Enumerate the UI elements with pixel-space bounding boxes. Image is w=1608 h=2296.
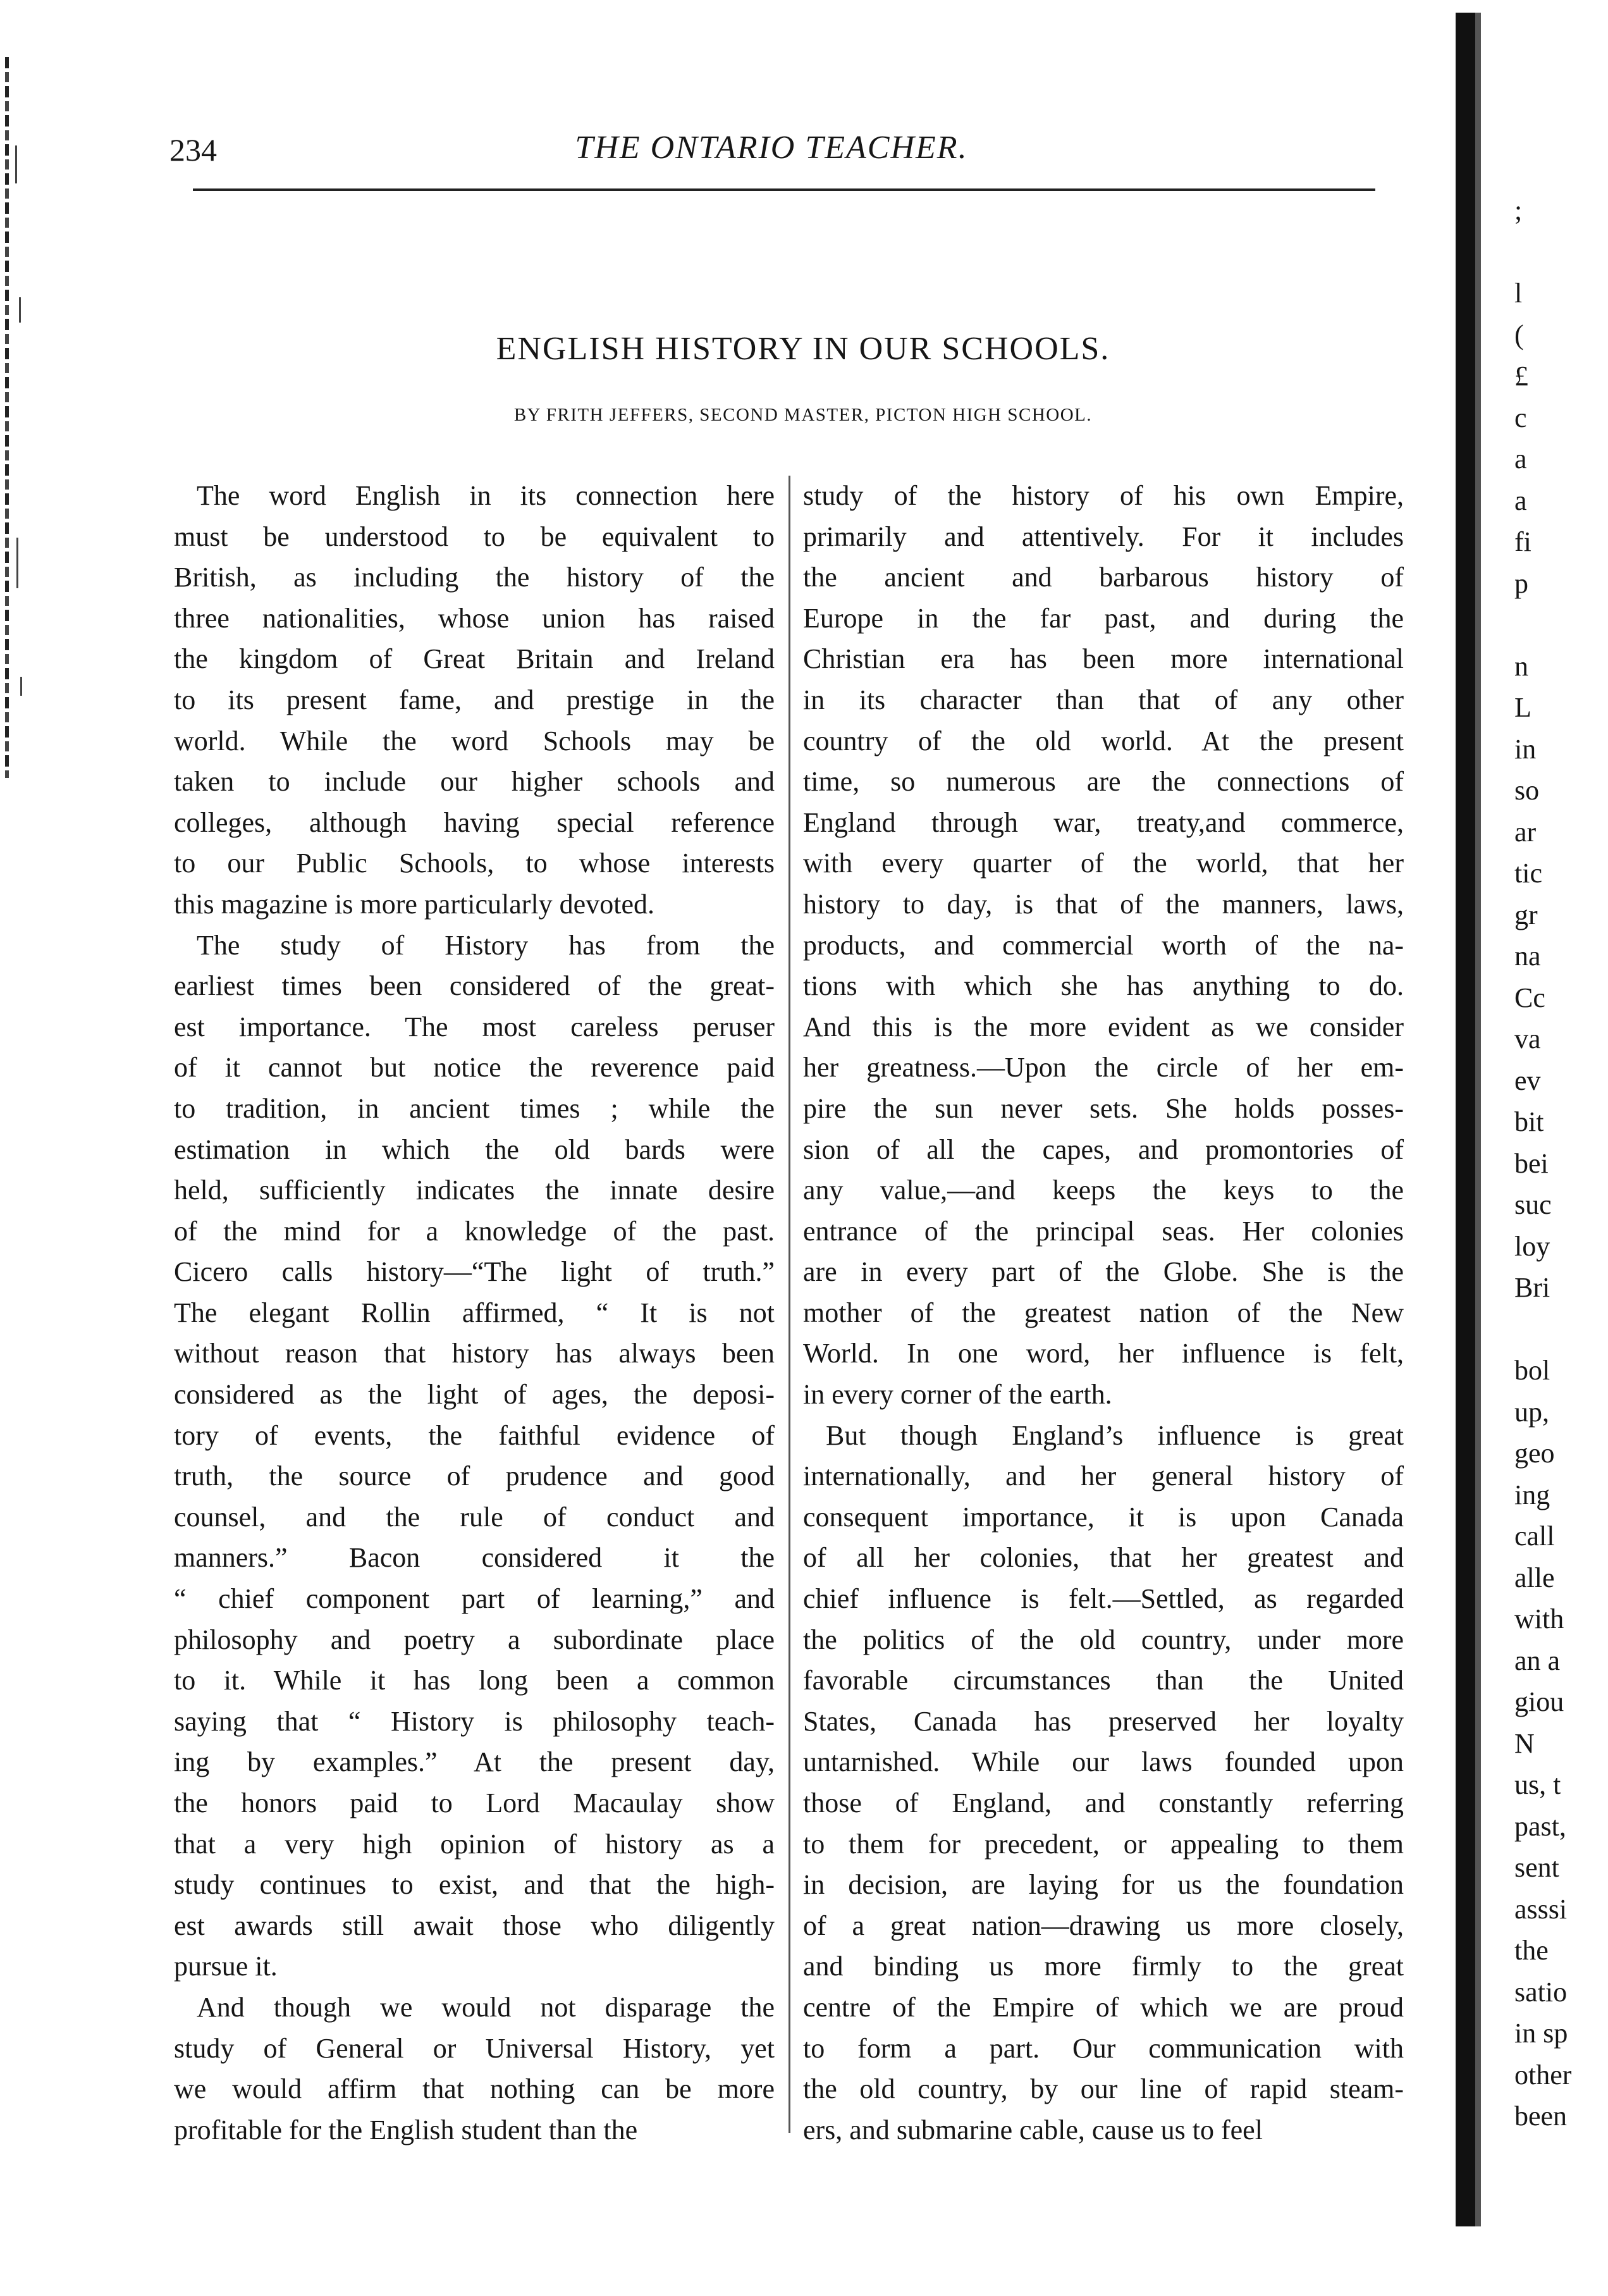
- text-line: of the mind for a knowledge of the past.: [174, 1215, 775, 1247]
- text-line: The study of History has from the: [197, 929, 775, 961]
- fragment-line: the: [1514, 1935, 1549, 1966]
- text-line: in decision, are laying for us the foundation: [803, 1869, 1404, 1901]
- text-line: those of England, and constantly referring: [803, 1787, 1404, 1818]
- text-line: to form a part. Our communication with: [803, 2032, 1404, 2064]
- fragment-line: bol: [1514, 1355, 1550, 1386]
- column-divider: [789, 476, 790, 2133]
- left-binding-edge: [0, 57, 25, 778]
- text-line: England through war, treaty,and commerce,: [803, 806, 1404, 838]
- scan-shadow: [1456, 13, 1481, 2226]
- fragment-line: us, t: [1514, 1769, 1561, 1800]
- text-line: held, sufficiently indicates the innate desire: [174, 1175, 775, 1206]
- fragment-line: [1514, 1309, 1608, 1350]
- text-line: world. While the word Schools may be: [174, 725, 775, 756]
- text-line: estimation in which the old bards were: [174, 1133, 775, 1165]
- text-line: saying that “ History is philosophy teach-: [174, 1705, 775, 1737]
- text-line: and binding us more firmly to the great: [803, 1951, 1404, 1982]
- text-line: tory of events, the faithful evidence of: [174, 1419, 775, 1451]
- fragment-line: an a: [1514, 1645, 1561, 1676]
- text-line: we would affirm that nothing can be more: [174, 2073, 775, 2105]
- text-line: study of General or Universal History, yet: [174, 2032, 775, 2064]
- text-line: without reason that history has always been: [174, 1338, 775, 1369]
- fragment-line: tic: [1514, 858, 1542, 889]
- text-line: the politics of the old country, under more: [803, 1624, 1404, 1655]
- fragment-line: Cc: [1514, 982, 1545, 1013]
- text-line: entrance of the principal seas. Her colonies: [803, 1215, 1404, 1247]
- article-title: ENGLISH HISTORY IN OUR SCHOOLS.: [496, 331, 1110, 367]
- fragment-line: been: [1514, 2101, 1568, 2132]
- fragment-line: satio: [1514, 1976, 1568, 2008]
- text-line: study of the history of his own Empire,: [803, 480, 1404, 511]
- text-line: products, and commercial worth of the na-: [803, 929, 1404, 961]
- text-line: The word English in its connection here: [197, 480, 775, 511]
- text-line: earliest times been considered of the great-: [174, 970, 775, 1002]
- text-line: chief influence is felt.—Settled, as regarded: [803, 1583, 1404, 1615]
- text-line: taken to include our higher schools and: [174, 766, 775, 798]
- fragment-line: in: [1514, 733, 1537, 765]
- text-line: British, as including the history of the: [174, 562, 775, 593]
- fragment-line: [1514, 231, 1608, 273]
- fragment-line: geo: [1514, 1438, 1555, 1469]
- text-line: truth, the source of prudence and good: [174, 1460, 775, 1492]
- fragment-line: ar: [1514, 816, 1537, 848]
- fragment-line: past,: [1514, 1810, 1566, 1842]
- fragment-line: c: [1514, 402, 1527, 433]
- text-line: study continues to exist, and that the high-: [174, 1869, 775, 1901]
- fragment-line: bit: [1514, 1106, 1544, 1137]
- text-line: time, so numerous are the connections of: [803, 766, 1404, 798]
- fragment-line: gr: [1514, 899, 1538, 930]
- fragment-line: giou: [1514, 1686, 1564, 1717]
- text-line: the ancient and barbarous history of: [803, 562, 1404, 593]
- text-line: philosophy and poetry a subordinate place: [174, 1624, 775, 1655]
- text-line: And though we would not disparage the: [197, 1991, 775, 2023]
- text-line: internationally, and her general history of: [803, 1460, 1404, 1492]
- text-line: profitable for the English student than the: [174, 2114, 638, 2145]
- text-line: mother of the greatest nation of the New: [803, 1297, 1404, 1328]
- text-line: primarily and attentively. For it includes: [803, 521, 1404, 552]
- text-line: country of the old world. At the present: [803, 725, 1404, 756]
- fragment-line: L: [1514, 692, 1531, 723]
- text-line: the old country, by our line of rapid steam-: [803, 2073, 1404, 2105]
- text-line: consequent importance, it is upon Canada: [803, 1501, 1404, 1533]
- fragment-line: [1514, 604, 1608, 646]
- fragment-line: so: [1514, 775, 1540, 806]
- fragment-line: bei: [1514, 1147, 1549, 1179]
- text-line: manners.” Bacon considered it the: [174, 1542, 775, 1574]
- fragment-line: fi: [1514, 526, 1531, 557]
- fragment-line: N: [1514, 1727, 1535, 1759]
- text-line: centre of the Empire of which we are proud: [803, 1991, 1404, 2023]
- text-line: considered as the light of ages, the deposi-: [174, 1379, 775, 1410]
- text-line: any value,—and keeps the keys to the: [803, 1175, 1404, 1206]
- fragment-line: £: [1514, 361, 1528, 392]
- text-line: ing by examples.” At the present day,: [174, 1746, 775, 1778]
- fragment-line: l: [1514, 278, 1523, 309]
- text-line: to its present fame, and prestige in the: [174, 684, 775, 715]
- text-line: with every quarter of the world, that her: [803, 848, 1404, 879]
- text-line: to it. While it has long been a common: [174, 1665, 775, 1696]
- text-line: counsel, and the rule of conduct and: [174, 1501, 775, 1533]
- text-line: Cicero calls history—“The light of truth.”: [174, 1256, 775, 1288]
- text-line: are in every part of the Globe. She is the: [803, 1256, 1404, 1288]
- fragment-line: with: [1514, 1603, 1564, 1634]
- text-line: to them for precedent, or appealing to them: [803, 1828, 1404, 1860]
- text-line: “ chief component part of learning,” and: [174, 1583, 775, 1615]
- fragment-line: na: [1514, 941, 1541, 972]
- fragment-line: in sp: [1514, 2018, 1568, 2049]
- text-line: this magazine is more particularly devoted.: [174, 888, 654, 920]
- text-line: sion of all the capes, and promontories of: [803, 1133, 1404, 1165]
- header-rule: [193, 188, 1375, 191]
- text-line: in every corner of the earth.: [803, 1379, 1112, 1410]
- text-line: of a great nation—drawing us more closely,: [803, 1910, 1404, 1941]
- text-line: pursue it.: [174, 1951, 278, 1982]
- text-line: Europe in the far past, and during the: [803, 602, 1404, 634]
- text-line: to tradition, in ancient times ; while the: [174, 1092, 775, 1124]
- fragment-line: alle: [1514, 1562, 1555, 1593]
- fragment-line: n: [1514, 650, 1528, 682]
- text-line: favorable circumstances than the United: [803, 1665, 1404, 1696]
- text-line: Christian era has been more international: [803, 643, 1404, 675]
- text-line: And this is the more evident as we consider: [803, 1011, 1404, 1042]
- text-line: must be understood to be equivalent to: [174, 521, 775, 552]
- text-line: tions with which she has anything to do.: [803, 970, 1404, 1002]
- fragment-line: other: [1514, 2059, 1572, 2090]
- text-line: States, Canada has preserved her loyalty: [803, 1705, 1404, 1737]
- page-number: 234: [169, 132, 217, 168]
- fragment-line: ev: [1514, 1065, 1541, 1096]
- text-line: untarnished. While our laws founded upon: [803, 1746, 1404, 1778]
- fragment-line: Bri: [1514, 1272, 1550, 1303]
- text-line: in its character than that of any other: [803, 684, 1404, 715]
- fragment-line: a: [1514, 485, 1527, 516]
- text-line: pire the sun never sets. She holds posses-: [803, 1092, 1404, 1124]
- text-line: World. In one word, her influence is felt,: [803, 1338, 1404, 1369]
- text-line: the kingdom of Great Britain and Ireland: [174, 643, 775, 675]
- fragment-line: a: [1514, 443, 1527, 474]
- text-line: ers, and submarine cable, cause us to feel: [803, 2114, 1263, 2145]
- text-line: her greatness.—Upon the circle of her em-: [803, 1052, 1404, 1083]
- text-line: to our Public Schools, to whose interests: [174, 848, 775, 879]
- fragment-line: p: [1514, 567, 1528, 599]
- text-line: But though England’s influence is great: [826, 1419, 1404, 1451]
- text-line: the honors paid to Lord Macaulay show: [174, 1787, 775, 1818]
- text-line: colleges, although having special reference: [174, 806, 775, 838]
- text-line: est importance. The most careless peruser: [174, 1011, 775, 1042]
- fragment-line: sent: [1514, 1852, 1559, 1883]
- fragment-line: ing: [1514, 1479, 1550, 1510]
- fragment-line: call: [1514, 1521, 1555, 1552]
- text-line: of it cannot but notice the reverence paid: [174, 1052, 775, 1083]
- text-line: history to day, is that of the manners, laws,: [803, 888, 1404, 920]
- fragment-line: ;: [1514, 195, 1523, 226]
- text-line: of all her colonies, that her greatest and: [803, 1542, 1404, 1574]
- fragment-line: asssi: [1514, 1893, 1568, 1925]
- fragment-line: (: [1514, 319, 1524, 350]
- right-column: [803, 476, 1404, 2151]
- fragment-line: up,: [1514, 1396, 1549, 1428]
- fragment-line: loy: [1514, 1230, 1550, 1262]
- facing-page-fragments: [1514, 190, 1608, 2137]
- text-line: The elegant Rollin affirmed, “ It is not: [174, 1297, 775, 1328]
- text-line: three nationalities, whose union has raised: [174, 602, 775, 634]
- fragment-line: va: [1514, 1023, 1541, 1054]
- text-line: est awards still await those who diligently: [174, 1910, 775, 1941]
- running-title: THE ONTARIO TEACHER.: [575, 130, 968, 166]
- text-line: that a very high opinion of history as a: [174, 1828, 775, 1860]
- left-column: [174, 476, 775, 2151]
- fragment-line: suc: [1514, 1189, 1552, 1220]
- article-byline: BY FRITH JEFFERS, SECOND MASTER, PICTON HIGH SCHOOL.: [513, 405, 1093, 425]
